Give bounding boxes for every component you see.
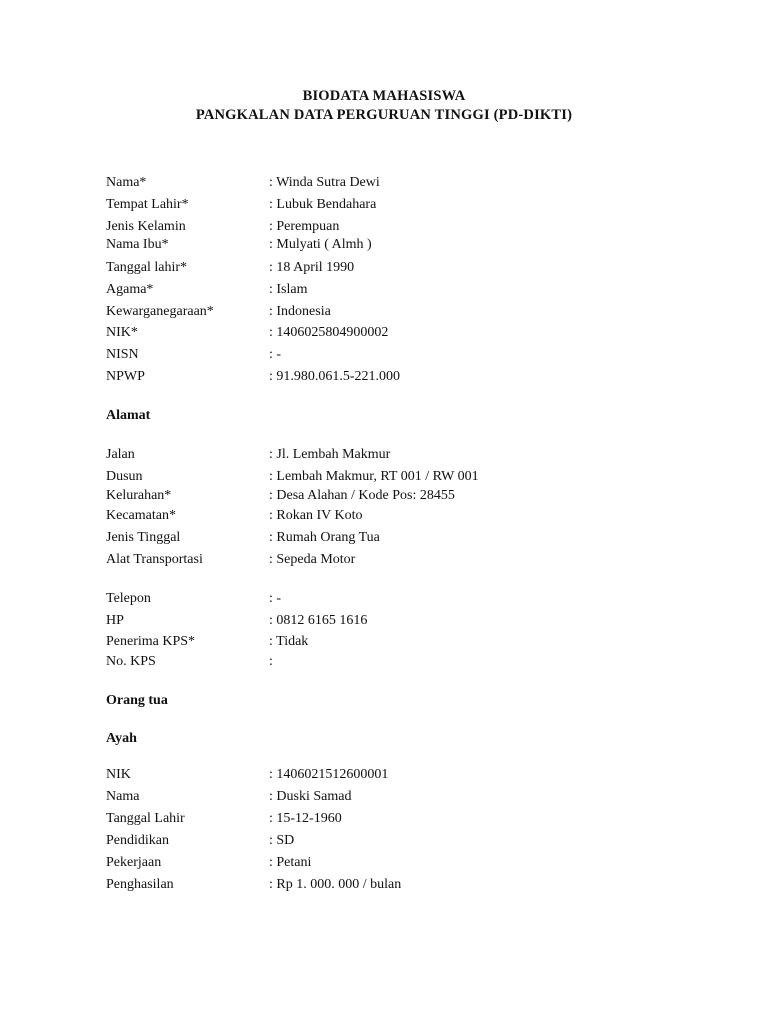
document-title-line2: PANGKALAN DATA PERGURUAN TINGGI (PD-DIKTI) [195,107,573,123]
field-label: Nama* [106,175,147,190]
field-label: Tempat Lahir* [106,197,189,212]
section-heading-alamat: Alamat [106,408,151,423]
field-value: : Rokan IV Koto [269,508,363,523]
field-label: Alat Transportasi [106,552,203,567]
field-label: Jenis Kelamin [106,219,186,234]
field-value: : 1406025804900002 [269,325,389,340]
field-value: : Duski Samad [269,789,352,804]
field-value: : 91.980.061.5-221.000 [269,369,401,384]
field-value: : Rp 1. 000. 000 / bulan [269,877,402,892]
field-value: : Indonesia [269,304,331,319]
field-label: Pekerjaan [106,855,162,870]
field-label: Kelurahan* [106,488,172,503]
field-value: : 15-12-1960 [269,811,342,826]
field-label: NIK* [106,325,138,340]
field-value: : Tidak [269,634,309,649]
field-value: : - [269,347,282,362]
field-label: NPWP [106,369,145,384]
field-label: No. KPS [106,654,156,669]
field-label: Tanggal lahir* [106,260,188,275]
section-heading-ayah: Ayah [106,731,137,746]
document-title-line1: BIODATA MAHASISWA [302,88,466,104]
field-value: : Perempuan [269,219,340,234]
field-value: : Petani [269,855,312,870]
field-value: : Sepeda Motor [269,552,356,567]
field-label: Telepon [106,591,151,606]
field-value: : 1406021512600001 [269,767,389,782]
field-label: Dusun [106,469,143,484]
field-value: : Jl. Lembah Makmur [269,447,391,462]
field-label: Agama* [106,282,154,297]
field-label: NISN [106,347,139,362]
field-label: Kewarganegaraan* [106,304,214,319]
field-label: Jenis Tinggal [106,530,181,545]
field-label: Jalan [106,447,135,462]
field-value: : - [269,591,282,606]
field-value: : Desa Alahan / Kode Pos: 28455 [269,488,455,503]
field-value: : 18 April 1990 [269,260,355,275]
field-value: : 0812 6165 1616 [269,613,368,628]
field-label: Tanggal Lahir [106,811,185,826]
field-value: : SD [269,833,295,848]
field-value: : [269,654,273,669]
field-label: NIK [106,767,131,782]
field-label: Penghasilan [106,877,174,892]
field-label: HP [106,613,124,628]
field-value: : Islam [269,282,308,297]
field-value: : Rumah Orang Tua [269,530,380,545]
field-label: Penerima KPS* [106,634,196,649]
field-value: : Winda Sutra Dewi [269,175,380,190]
field-value: : Lubuk Bendahara [269,197,377,212]
field-label: Nama Ibu* [106,237,169,252]
field-value: : Lembah Makmur, RT 001 / RW 001 [269,469,479,484]
field-label: Kecamatan* [106,508,176,523]
section-heading-orang-tua: Orang tua [106,693,168,708]
field-label: Pendidikan [106,833,169,848]
field-label: Nama [106,789,140,804]
field-value: : Mulyati ( Almh ) [269,237,372,252]
